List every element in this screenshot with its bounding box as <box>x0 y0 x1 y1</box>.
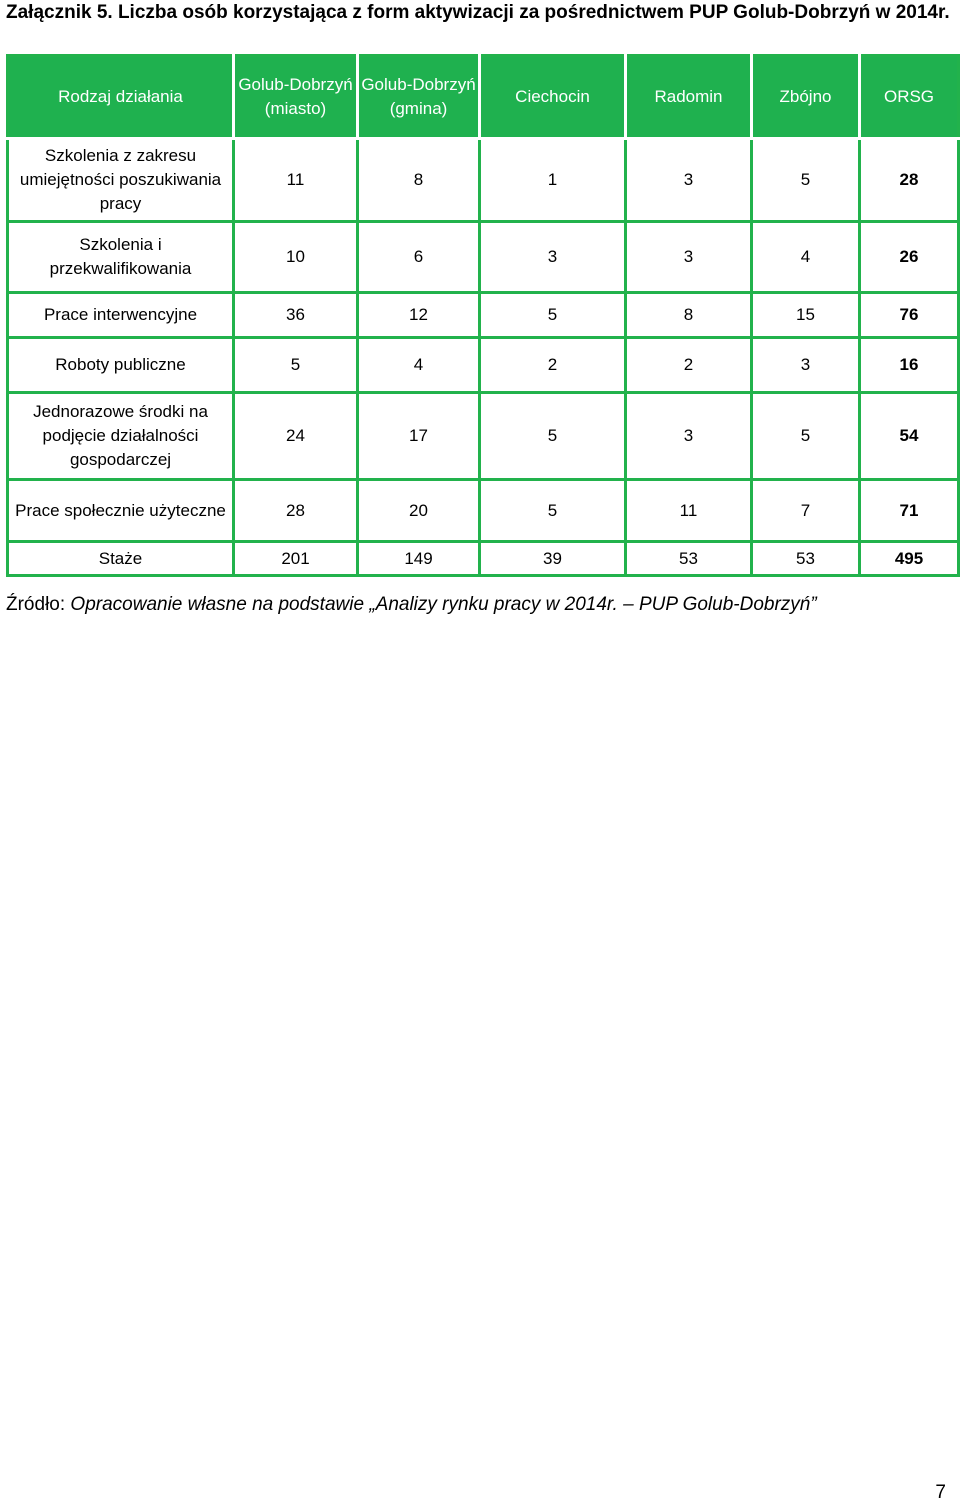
table-cell: 3 <box>480 222 626 293</box>
table-row <box>8 139 959 222</box>
row-label: Staże <box>8 542 234 576</box>
document-title: Załącznik 5. Liczba osób korzystająca z form aktywizacji za pośrednictwem PUP Golub-Dobrzyń w 2014r. <box>6 2 950 23</box>
table-cell: 17 <box>358 393 480 480</box>
header-cell: Golub-Dobrzyń (miasto) <box>234 56 358 139</box>
table-header-row <box>8 56 959 139</box>
header-cell: Radomin <box>626 56 752 139</box>
table-cell: 11 <box>626 480 752 542</box>
table-cell: 53 <box>626 542 752 576</box>
source-prefix: Źródło: <box>6 594 71 615</box>
table-cell: 24 <box>234 393 358 480</box>
row-label: Jednorazowe środki na podjęcie działalności gospodarczej <box>8 393 234 480</box>
table-cell: 8 <box>626 293 752 338</box>
row-label: Prace społecznie użyteczne <box>8 480 234 542</box>
table-cell: 4 <box>358 338 480 393</box>
table-cell: 201 <box>234 542 358 576</box>
table-cell: 28 <box>234 480 358 542</box>
table-cell: 5 <box>234 338 358 393</box>
table-row <box>8 480 959 542</box>
table-cell: 2 <box>626 338 752 393</box>
table-cell: 3 <box>626 139 752 222</box>
table-cell: 1 <box>480 139 626 222</box>
activation-table <box>6 54 960 577</box>
row-label: Szkolenia z zakresu umiejętności poszukiwania pracy <box>8 139 234 222</box>
page-number: 7 <box>935 1482 946 1503</box>
table-row <box>8 338 959 393</box>
table-cell: 15 <box>752 293 860 338</box>
source-text: Opracowanie własne na podstawie „Analizy rynku pracy w 2014r. – PUP Golub-Dobrzyń” <box>70 594 817 615</box>
header-cell: Zbójno <box>752 56 860 139</box>
table-cell: 39 <box>480 542 626 576</box>
total-cell: 76 <box>860 293 959 338</box>
table-cell: 10 <box>234 222 358 293</box>
table-cell: 8 <box>358 139 480 222</box>
table-cell: 36 <box>234 293 358 338</box>
source-note <box>6 592 817 618</box>
header-cell: Rodzaj działania <box>8 56 234 139</box>
table-cell: 53 <box>752 542 860 576</box>
table-cell: 20 <box>358 480 480 542</box>
table-cell: 5 <box>480 293 626 338</box>
row-label: Prace interwencyjne <box>8 293 234 338</box>
table-cell: 5 <box>752 139 860 222</box>
table-cell: 7 <box>752 480 860 542</box>
table-cell: 3 <box>752 338 860 393</box>
table-cell: 6 <box>358 222 480 293</box>
table-cell: 4 <box>752 222 860 293</box>
table-cell: 5 <box>752 393 860 480</box>
table-cell: 5 <box>480 393 626 480</box>
table-row <box>8 542 959 576</box>
total-cell: 16 <box>860 338 959 393</box>
table-cell: 5 <box>480 480 626 542</box>
header-cell: Ciechocin <box>480 56 626 139</box>
total-cell: 71 <box>860 480 959 542</box>
total-cell: 54 <box>860 393 959 480</box>
row-label: Roboty publiczne <box>8 338 234 393</box>
row-label: Szkolenia i przekwalifikowania <box>8 222 234 293</box>
table-cell: 3 <box>626 393 752 480</box>
table-row <box>8 222 959 293</box>
table-cell: 149 <box>358 542 480 576</box>
table-cell: 2 <box>480 338 626 393</box>
table-row <box>8 293 959 338</box>
total-cell: 495 <box>860 542 959 576</box>
table-cell: 3 <box>626 222 752 293</box>
table-cell: 12 <box>358 293 480 338</box>
header-cell: Golub-Dobrzyń (gmina) <box>358 56 480 139</box>
total-cell: 26 <box>860 222 959 293</box>
table-cell: 11 <box>234 139 358 222</box>
header-cell: ORSG <box>860 56 959 139</box>
total-cell: 28 <box>860 139 959 222</box>
table-row <box>8 393 959 480</box>
